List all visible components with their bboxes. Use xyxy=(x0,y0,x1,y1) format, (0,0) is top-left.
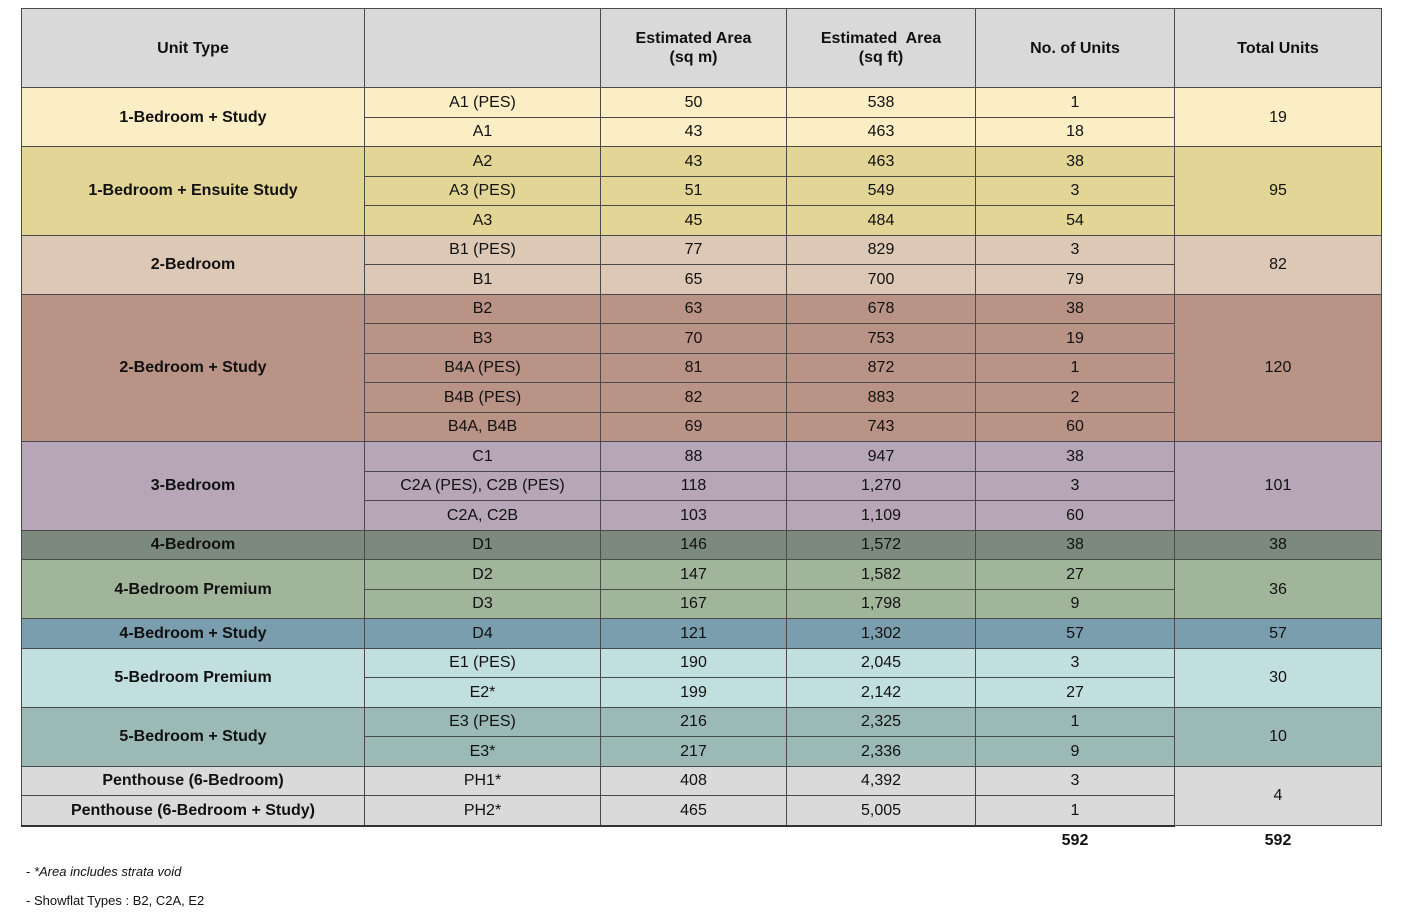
totals-row xyxy=(22,826,1382,856)
group-total-units: 95 xyxy=(1175,147,1382,236)
group-total-units: 30 xyxy=(1175,648,1382,707)
cell-sqft: 463 xyxy=(787,117,976,147)
group-total-units: 57 xyxy=(1175,619,1382,649)
grand-total-total-units: 592 xyxy=(1264,832,1292,849)
cell-sqm: 82 xyxy=(601,383,787,413)
cell-sqft: 538 xyxy=(787,88,976,118)
header-area-sqft xyxy=(787,9,976,88)
header-area-sqm-line2: (sq m) xyxy=(669,49,718,66)
cell-sqm: 77 xyxy=(601,235,787,265)
totals-blank-cell xyxy=(787,826,976,856)
cell-sqm: 408 xyxy=(601,766,787,796)
cell-sqm: 45 xyxy=(601,206,787,236)
cell-units: 27 xyxy=(976,560,1175,590)
cell-sqm: 167 xyxy=(601,589,787,619)
header-area-sqm-line1: Estimated Area xyxy=(635,30,752,47)
cell-type: E3 (PES) xyxy=(365,707,601,737)
cell-type: B2 xyxy=(365,294,601,324)
cell-sqft: 1,572 xyxy=(787,530,976,560)
cell-sqm: 465 xyxy=(601,796,787,826)
cell-units: 3 xyxy=(976,648,1175,678)
cell-sqm: 217 xyxy=(601,737,787,767)
cell-type: E2* xyxy=(365,678,601,708)
cell-type: A3 xyxy=(365,206,601,236)
cell-units: 54 xyxy=(976,206,1175,236)
note-prefix: - xyxy=(26,864,34,879)
cell-type: A2 xyxy=(365,147,601,177)
cell-units: 3 xyxy=(976,235,1175,265)
cell-type: C2A, C2B xyxy=(365,501,601,531)
cell-sqm: 65 xyxy=(601,265,787,295)
note-showflat-types: - Showflat Types : B2, C2A, E2 xyxy=(26,893,205,908)
unit-category: 3-Bedroom xyxy=(22,442,365,531)
cell-type: D3 xyxy=(365,589,601,619)
cell-units: 3 xyxy=(976,766,1175,796)
cell-units: 1 xyxy=(976,707,1175,737)
unit-category: 1-Bedroom + Ensuite Study xyxy=(22,147,365,236)
cell-type: PH2* xyxy=(365,796,601,826)
header-num-units: No. of Units xyxy=(976,9,1175,88)
totals-blank-cell xyxy=(365,826,601,856)
cell-sqm: 88 xyxy=(601,442,787,472)
cell-type: C2A (PES), C2B (PES) xyxy=(365,471,601,501)
table-row xyxy=(22,294,1382,324)
group-total-units: 36 xyxy=(1175,560,1382,619)
cell-units: 57 xyxy=(976,619,1175,649)
cell-sqm: 216 xyxy=(601,707,787,737)
table-row xyxy=(22,766,1382,796)
cell-type: E1 (PES) xyxy=(365,648,601,678)
cell-sqm: 146 xyxy=(601,530,787,560)
cell-sqm: 63 xyxy=(601,294,787,324)
cell-type: B4B (PES) xyxy=(365,383,601,413)
cell-sqft: 5,005 xyxy=(787,796,976,826)
header-area-sqm xyxy=(601,9,787,88)
cell-sqft: 678 xyxy=(787,294,976,324)
header-area-sqft-line2: (sq ft) xyxy=(858,49,904,66)
cell-sqm: 81 xyxy=(601,353,787,383)
group-total-units: 10 xyxy=(1175,707,1382,766)
cell-type: C1 xyxy=(365,442,601,472)
note-strata-void xyxy=(26,864,181,879)
cell-units: 38 xyxy=(976,442,1175,472)
table-row xyxy=(22,88,1382,118)
unit-category: 2-Bedroom xyxy=(22,235,365,294)
header-blank xyxy=(365,9,601,88)
table-row xyxy=(22,648,1382,678)
cell-sqft: 463 xyxy=(787,147,976,177)
group-total-units: 101 xyxy=(1175,442,1382,531)
cell-sqft: 4,392 xyxy=(787,766,976,796)
cell-sqft: 947 xyxy=(787,442,976,472)
unit-category: Penthouse (6-Bedroom) xyxy=(22,766,365,796)
cell-units: 38 xyxy=(976,530,1175,560)
cell-sqft: 484 xyxy=(787,206,976,236)
cell-sqm: 51 xyxy=(601,176,787,206)
cell-sqm: 147 xyxy=(601,560,787,590)
cell-units: 27 xyxy=(976,678,1175,708)
cell-type: B4A, B4B xyxy=(365,412,601,442)
cell-type: A1 (PES) xyxy=(365,88,601,118)
header-row xyxy=(22,9,1382,88)
penthouse-total-units: 4 xyxy=(1175,766,1382,826)
cell-type: B3 xyxy=(365,324,601,354)
cell-sqft: 2,142 xyxy=(787,678,976,708)
unit-mix-table xyxy=(21,8,1382,855)
table-body xyxy=(22,88,1382,856)
cell-sqft: 549 xyxy=(787,176,976,206)
table-row xyxy=(22,560,1382,590)
group-total-units: 120 xyxy=(1175,294,1382,442)
cell-sqft: 1,302 xyxy=(787,619,976,649)
unit-category: 5-Bedroom + Study xyxy=(22,707,365,766)
cell-type: B1 (PES) xyxy=(365,235,601,265)
unit-category: 2-Bedroom + Study xyxy=(22,294,365,442)
cell-units: 1 xyxy=(976,88,1175,118)
cell-sqft: 1,798 xyxy=(787,589,976,619)
group-total-units: 38 xyxy=(1175,530,1382,560)
cell-sqft: 1,582 xyxy=(787,560,976,590)
cell-type: PH1* xyxy=(365,766,601,796)
cell-sqm: 103 xyxy=(601,501,787,531)
cell-type: D4 xyxy=(365,619,601,649)
cell-sqm: 43 xyxy=(601,117,787,147)
table-row xyxy=(22,530,1382,560)
cell-sqm: 118 xyxy=(601,471,787,501)
header-total-units: Total Units xyxy=(1175,9,1382,88)
cell-type: D1 xyxy=(365,530,601,560)
cell-sqft: 2,045 xyxy=(787,648,976,678)
cell-units: 9 xyxy=(976,737,1175,767)
table-row xyxy=(22,147,1382,177)
cell-units: 19 xyxy=(976,324,1175,354)
unit-category: Penthouse (6-Bedroom + Study) xyxy=(22,796,365,826)
cell-sqm: 50 xyxy=(601,88,787,118)
table-row xyxy=(22,442,1382,472)
cell-sqft: 2,325 xyxy=(787,707,976,737)
cell-sqm: 70 xyxy=(601,324,787,354)
cell-type: B1 xyxy=(365,265,601,295)
cell-sqft: 829 xyxy=(787,235,976,265)
cell-units: 38 xyxy=(976,294,1175,324)
cell-sqm: 190 xyxy=(601,648,787,678)
note-strata-void-text: *Area includes strata void xyxy=(33,864,182,879)
cell-units: 38 xyxy=(976,147,1175,177)
cell-sqft: 700 xyxy=(787,265,976,295)
table-row xyxy=(22,235,1382,265)
cell-units: 60 xyxy=(976,501,1175,531)
unit-category: 1-Bedroom + Study xyxy=(22,88,365,147)
group-total-units: 82 xyxy=(1175,235,1382,294)
cell-sqft: 2,336 xyxy=(787,737,976,767)
cell-sqm: 69 xyxy=(601,412,787,442)
unit-category: 4-Bedroom xyxy=(22,530,365,560)
cell-units: 9 xyxy=(976,589,1175,619)
unit-category: 5-Bedroom Premium xyxy=(22,648,365,707)
cell-sqft: 872 xyxy=(787,353,976,383)
cell-type: B4A (PES) xyxy=(365,353,601,383)
cell-sqft: 1,109 xyxy=(787,501,976,531)
group-total-units: 19 xyxy=(1175,88,1382,147)
unit-category: 4-Bedroom Premium xyxy=(22,560,365,619)
cell-type: D2 xyxy=(365,560,601,590)
totals-blank-cell xyxy=(22,826,365,856)
grand-total-units: 592 xyxy=(1061,832,1089,850)
cell-sqm: 43 xyxy=(601,147,787,177)
cell-sqm: 121 xyxy=(601,619,787,649)
totals-blank-cell xyxy=(601,826,787,856)
cell-sqm: 199 xyxy=(601,678,787,708)
cell-type: E3* xyxy=(365,737,601,767)
cell-sqft: 1,270 xyxy=(787,471,976,501)
header-unit-type: Unit Type xyxy=(22,9,365,88)
table-row xyxy=(22,619,1382,649)
unit-category: 4-Bedroom + Study xyxy=(22,619,365,649)
cell-sqft: 883 xyxy=(787,383,976,413)
cell-units: 3 xyxy=(976,471,1175,501)
cell-units: 1 xyxy=(976,796,1175,826)
table-row xyxy=(22,707,1382,737)
cell-sqft: 743 xyxy=(787,412,976,442)
cell-units: 79 xyxy=(976,265,1175,295)
cell-units: 3 xyxy=(976,176,1175,206)
cell-units: 18 xyxy=(976,117,1175,147)
cell-sqft: 753 xyxy=(787,324,976,354)
cell-type: A1 xyxy=(365,117,601,147)
header-area-sqft-line1: Estimated Area xyxy=(820,30,942,47)
cell-type: A3 (PES) xyxy=(365,176,601,206)
cell-units: 1 xyxy=(976,353,1175,383)
cell-units: 60 xyxy=(976,412,1175,442)
cell-units: 2 xyxy=(976,383,1175,413)
